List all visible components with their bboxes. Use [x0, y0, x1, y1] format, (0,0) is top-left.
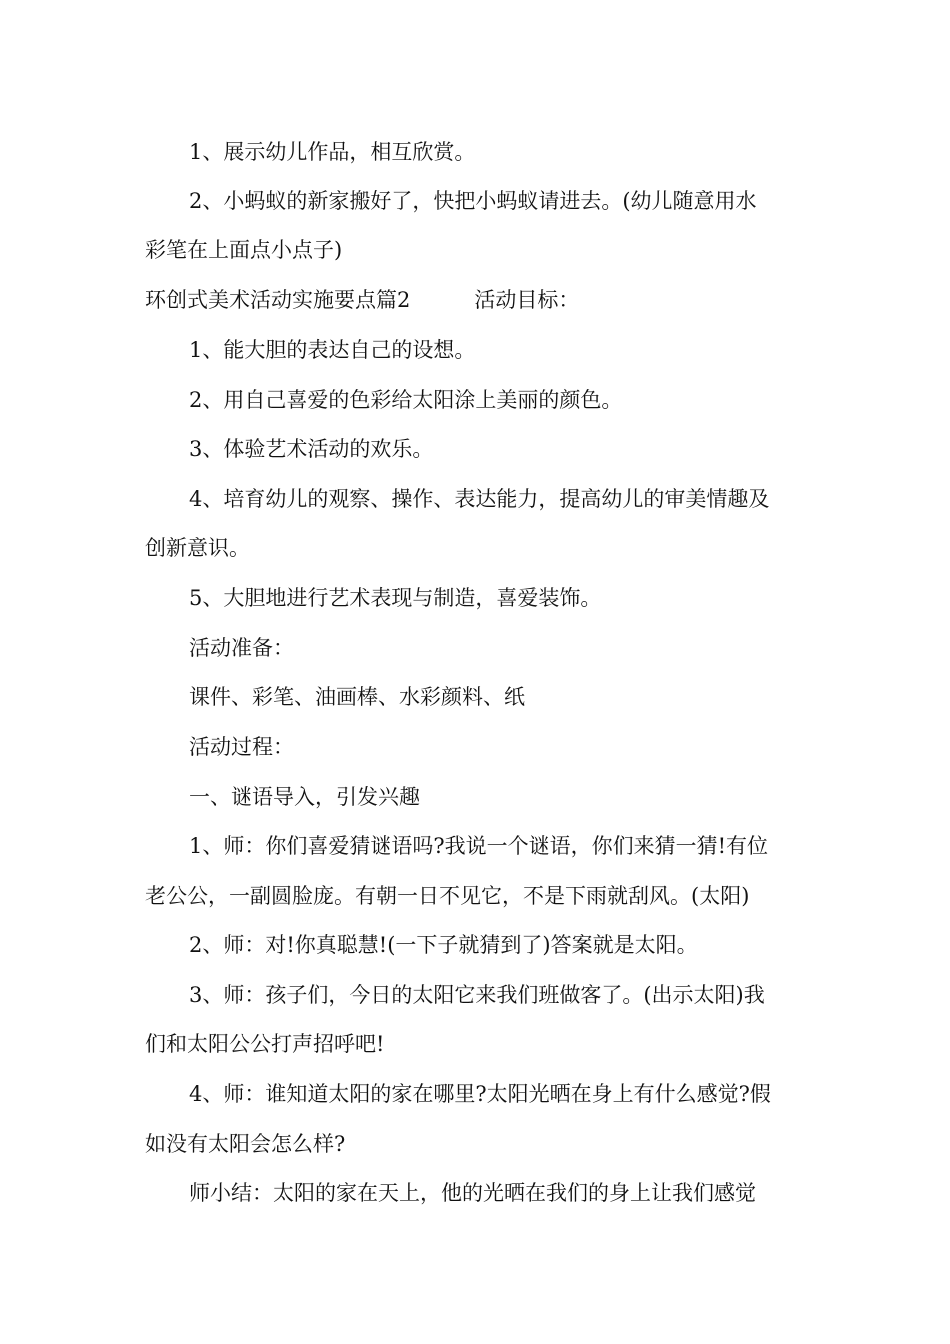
- paragraph-line: 4、师：谁知道太阳的家在哪里?太阳光晒在身上有什么感觉?假: [189, 1082, 771, 1106]
- paragraph-line: 课件、彩笔、油画棒、水彩颜料、纸: [189, 685, 525, 709]
- paragraph-line: 3、师：孩子们，今日的太阳它来我们班做客了。(出示太阳)我: [189, 983, 765, 1007]
- paragraph-line: 彩笔在上面点小点子): [145, 238, 343, 262]
- paragraph-line: 如没有太阳会怎么样?: [145, 1132, 346, 1156]
- paragraph-line: 创新意识。: [145, 536, 250, 560]
- paragraph-line: 们和太阳公公打声招呼吧!: [145, 1032, 385, 1056]
- paragraph-line: 2、小蚂蚁的新家搬好了，快把小蚂蚁请进去。(幼儿随意用水: [189, 189, 757, 213]
- paragraph-line: 5、大胆地进行艺术表现与制造，喜爱装饰。: [189, 586, 602, 610]
- paragraph-line: 1、能大胆的表达自己的设想。: [189, 338, 476, 362]
- paragraph-line: 一、谜语导入，引发兴趣: [189, 785, 420, 809]
- section-heading: 环创式美术活动实施要点篇2: [145, 288, 411, 312]
- paragraph-line: 师小结：太阳的家在天上，他的光晒在我们的身上让我们感觉: [189, 1181, 756, 1205]
- section-subheading: 活动目标：: [474, 288, 580, 312]
- paragraph-line: 2、师：对!你真聪慧!(一下子就猜到了)答案就是太阳。: [189, 933, 698, 957]
- paragraph-line: 2、用自己喜爱的色彩给太阳涂上美丽的颜色。: [189, 388, 623, 412]
- paragraph-line: 1、展示幼儿作品，相互欣赏。: [189, 140, 476, 164]
- paragraph-line: 3、体验艺术活动的欢乐。: [189, 437, 434, 461]
- paragraph-line: 老公公，一副圆脸庞。有朝一日不见它，不是下雨就刮风。(太阳): [145, 884, 750, 908]
- paragraph-line: 1、师：你们喜爱猜谜语吗?我说一个谜语，你们来猜一猜!有位: [189, 834, 769, 858]
- paragraph-line: 4、培育幼儿的观察、操作、表达能力，提高幼儿的审美情趣及: [189, 487, 770, 511]
- section-heading-line: [145, 286, 815, 314]
- paragraph-line: 活动准备：: [189, 636, 294, 660]
- paragraph-line: 活动过程：: [189, 735, 294, 759]
